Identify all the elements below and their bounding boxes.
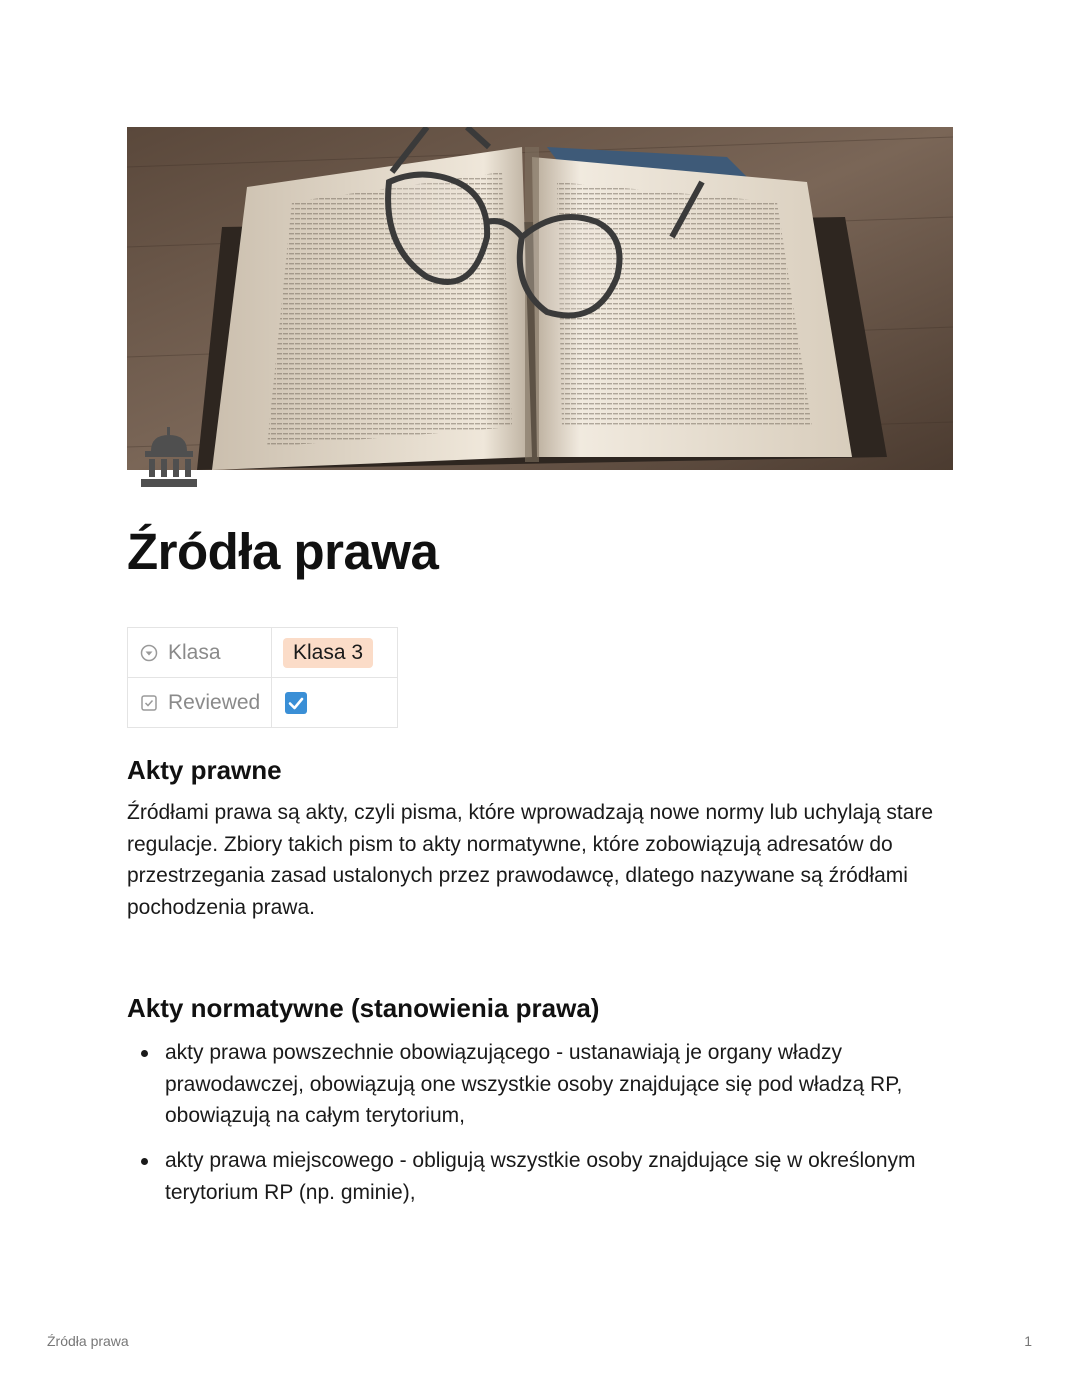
select-icon [140,644,158,662]
page-title: Źródła prawa [127,523,439,580]
property-label: Klasa [168,640,221,664]
institution-building-icon [137,425,201,489]
bullet-list [127,1037,953,1222]
section-heading-akty-normatywne: Akty normatywne (stanowienia prawa) [127,993,600,1023]
class-tag[interactable]: Klasa 3 [283,638,373,668]
footer-title: Źródła prawa [47,1333,129,1349]
properties-table [127,627,398,728]
list-item: akty prawa miejscowego - obligują wszystkie osoby znajdujące się w określonym terytorium RP (np. gminie), [127,1145,953,1208]
property-value-cell[interactable] [272,678,398,728]
property-value-cell[interactable] [272,628,398,678]
property-label: Reviewed [168,690,261,714]
checkmark-icon [285,692,307,714]
property-row-reviewed [128,678,398,728]
section-paragraph: Źródłami prawa są akty, czyli pisma, które wprowadzają nowe normy lub uchylają stare regulacje. Zbiory takich pism to akty normatywne, które zobowiązują adresatów do przestrzegania zasad ustalonych przez prawodawcę, dlatego nazywane są źródłami pochodzenia prawa. [127,801,934,920]
property-name-cell [128,678,272,728]
checkbox-icon [140,694,158,712]
property-name-cell [128,628,272,678]
page-number: 1 [1024,1333,1032,1349]
cover-image [127,127,953,470]
property-row-klasa [128,628,398,678]
reviewed-checkbox[interactable] [285,692,307,714]
list-item: akty prawa powszechnie obowiązującego - ustanawiają je organy władzy prawodawczej, obowiązują one wszystkie osoby znajdujące się pod władzą RP, obowiązują na całym terytorium, [127,1037,953,1132]
section-heading-akty-prawne: Akty prawne [127,755,282,785]
